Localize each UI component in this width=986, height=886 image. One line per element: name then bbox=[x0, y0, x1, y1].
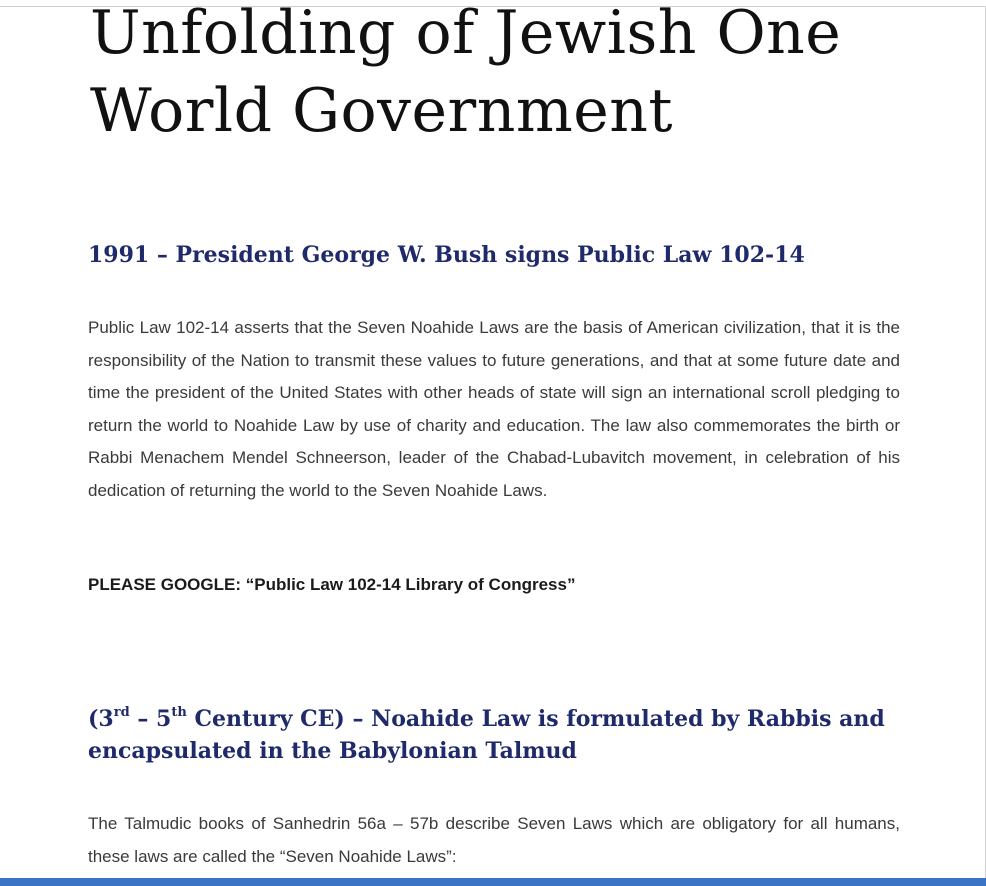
page-title bbox=[90, 0, 841, 150]
google-note: PLEASE GOOGLE: “Public Law 102-14 Library of Congress” bbox=[88, 575, 576, 594]
title-line-2: World Government bbox=[90, 76, 674, 146]
section-2-paragraph: The Talmudic books of Sanhedrin 56a – 57b describe Seven Laws which are obligatory for all humans, these laws are called the “Seven Noahide Laws”: bbox=[88, 814, 900, 866]
heading-part-open: (3 bbox=[88, 706, 114, 732]
heading-part-rest: Century CE) – Noahide Law is formulated by Rabbis and encapsulated in the Babylonian Talmud bbox=[88, 706, 885, 764]
heading-sup-rd: rd bbox=[113, 705, 130, 720]
heading-part-mid: – 5 bbox=[129, 706, 172, 732]
section-1-heading: 1991 – President George W. Bush signs Public Law 102-14 bbox=[88, 242, 805, 268]
bottom-bar bbox=[0, 878, 986, 886]
section-2-heading bbox=[88, 703, 900, 767]
heading-sup-th: th bbox=[171, 705, 187, 720]
section-1-paragraph: Public Law 102-14 asserts that the Seven Noahide Laws are the basis of American civilization, that it is the responsibility of the Nation to transmit these values to future generations, and that at some future date and time the president of the United States with other heads of state will sign an international scroll pledging to return the world to Noahide Law by use of charity and education. The law also commemorates the birth or Rabbi Menachem Mendel Schneerson, leader of the Chabad-Lubavitch movement, in celebration of his dedication of returning the world to the Seven Noahide Laws. bbox=[88, 318, 900, 500]
title-line-1: Unfolding of Jewish One bbox=[90, 0, 842, 68]
